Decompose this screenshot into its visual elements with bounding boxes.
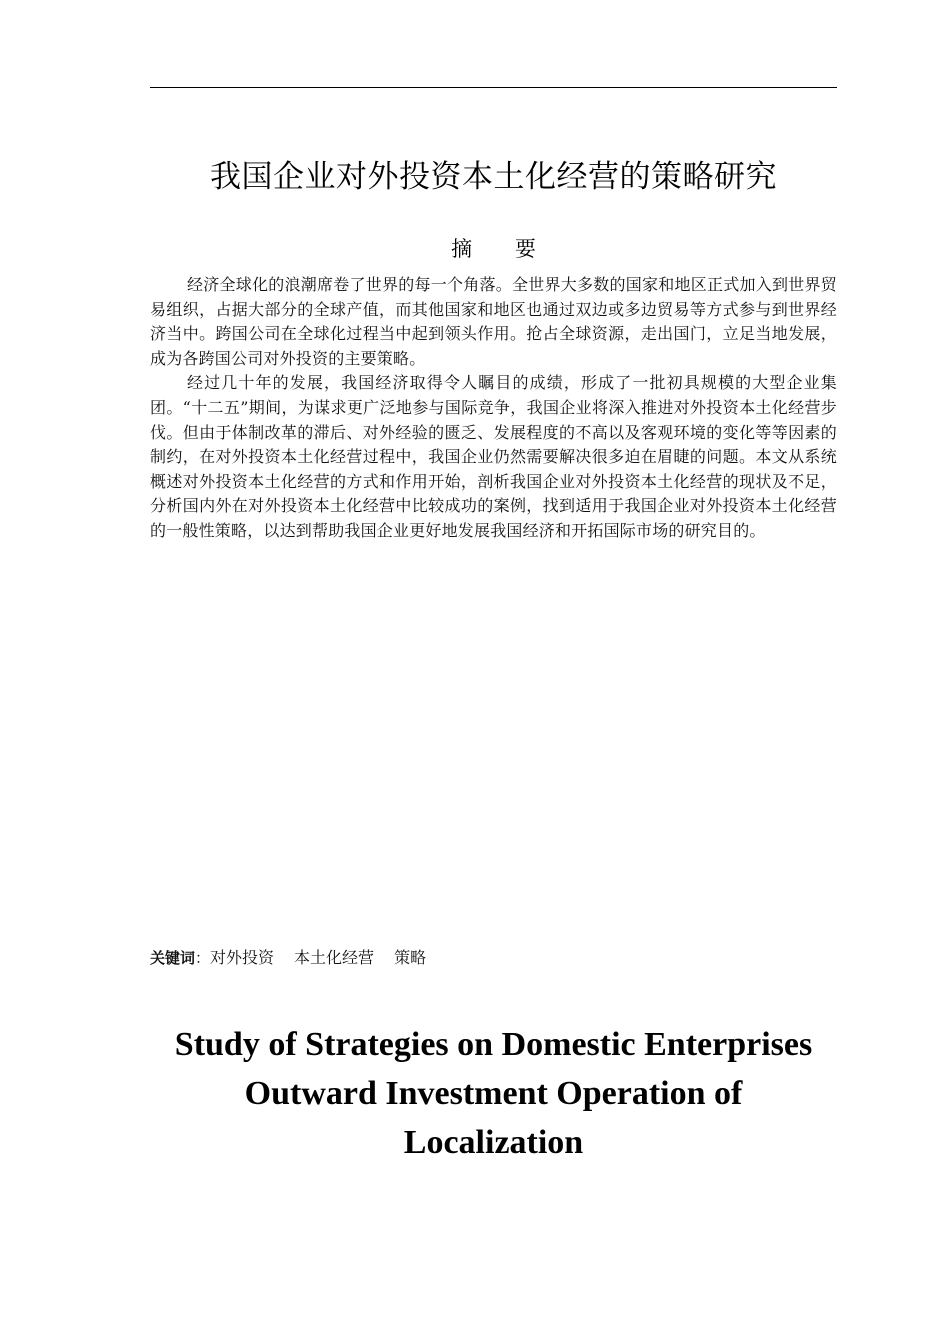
english-title xyxy=(130,1020,857,1167)
abstract-paragraph-2: 经过几十年的发展，我国经济取得令人瞩目的成绩，形成了一批初具规模的大型企业集团。“十二五”期间，为谋求更广泛地参与国际竞争，我国企业将深入推进对外投资本土化经营步伐。但由于体制改革的滞后、对外经验的匮乏、发展程度的不高以及客观环境的变化等等因素的制约，在对外投资本土化经营过程中，我国企业仍然需要解决很多迫在眉睫的问题。本文从系统概述对外投资本土化经营的方式和作用开始，剖析我国企业对外投资本土化经营的现状及不足，分析国内外在对外投资本土化经营中比较成功的案例，找到适用于我国企业对外投资本土化经营的一般性策略，以达到帮助我国企业更好地发展我国经济和开拓国际市场的研究目的。 xyxy=(150,373,837,540)
english-title-line-3: Localization xyxy=(403,1124,584,1161)
abstract-paragraph-1: 经济全球化的浪潮席卷了世界的每一个角落。全世界大多数的国家和地区正式加入到世界贸易组织，占据大部分的全球产值，而其他国家和地区也通过双边或多边贸易等方式参与到世界经济当中。跨国公司在全球化过程当中起到领头作用。抢占全球资源，走出国门，立足当地发展，成为各跨国公司对外投资的主要策略。 xyxy=(150,275,837,368)
english-title-line-1: Study of Strategies on Domestic Enterprises xyxy=(174,1026,813,1063)
keywords-separator: ： xyxy=(195,949,211,967)
keyword-2: 本土化经营 xyxy=(294,948,375,967)
keywords-line xyxy=(150,946,837,970)
english-title-line-2: Outward Investment Operation of xyxy=(244,1075,743,1112)
header-rule xyxy=(150,87,837,88)
keywords-label: 关键词 xyxy=(150,949,196,967)
abstract-heading: 摘 要 xyxy=(451,237,554,261)
keyword-1: 对外投资 xyxy=(210,948,275,967)
abstract-body xyxy=(150,273,837,544)
keyword-3: 策略 xyxy=(394,948,427,967)
chinese-title: 我国企业对外投资本土化经营的策略研究 xyxy=(210,159,777,195)
